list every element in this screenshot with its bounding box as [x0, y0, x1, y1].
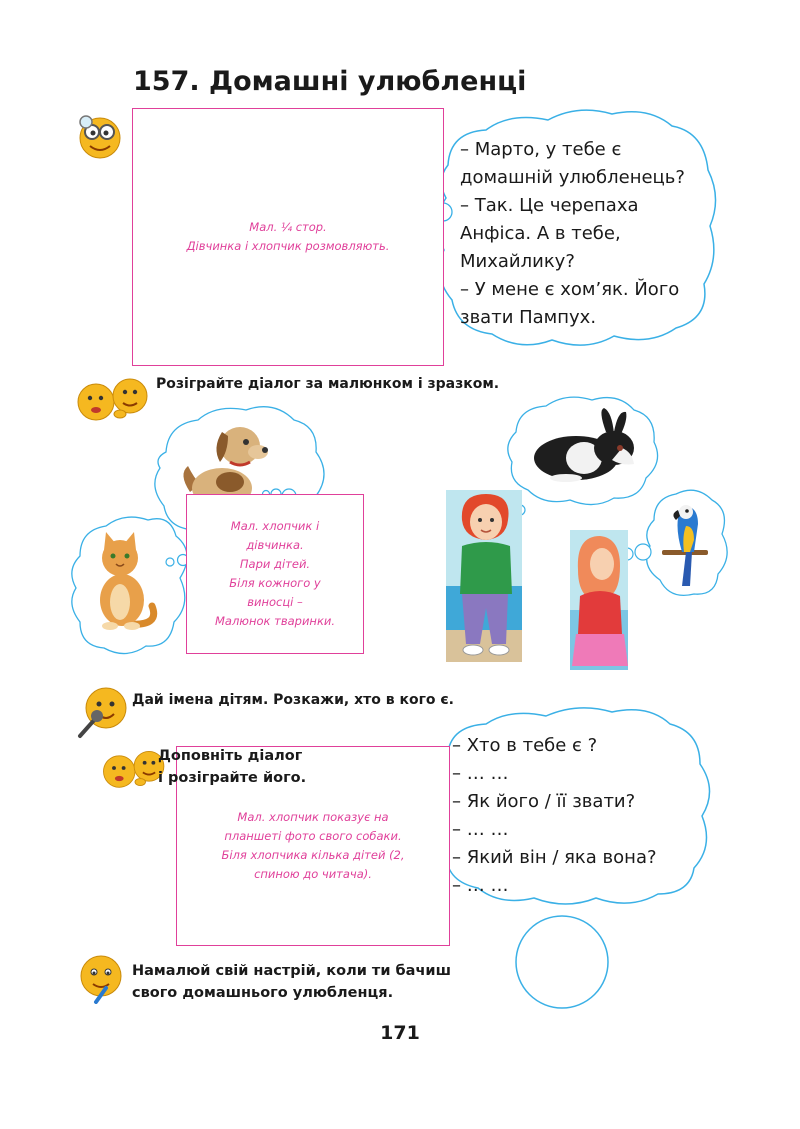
- task4-instruction: [132, 960, 451, 1004]
- illustration3-caption-line: планшеті фото свого собаки.: [224, 829, 402, 843]
- illustration1-placeholder: [132, 108, 444, 366]
- dialog1-text: [460, 136, 685, 332]
- illustration2-caption-line: Мал. хлопчик і: [230, 519, 320, 533]
- page-number: 171: [380, 1022, 420, 1044]
- task4-line: свого домашнього улюбленця.: [132, 985, 394, 1001]
- dialog1-line: – Так. Це черепаха: [460, 195, 639, 216]
- rabbit-icon: [526, 408, 646, 484]
- dialog1-line: Михайлику?: [460, 251, 575, 272]
- parrot-tail-3: [635, 544, 651, 560]
- dialog1-line: – У мене є хом’як. Його: [460, 279, 680, 300]
- task1-instruction: Розіграйте діалог за малюнком і зразком.: [156, 376, 500, 392]
- illustration2-caption-line: Біля кожного у: [229, 576, 321, 590]
- smiley-glasses-icon: [74, 110, 126, 160]
- illustration2-caption-line: виносці –: [247, 595, 303, 609]
- task4-line: Намалюй свій настрій, коли ти бачиш: [132, 963, 451, 979]
- child-girl-green-icon: [446, 490, 522, 662]
- dialog1-line: звати Пампух.: [460, 307, 597, 328]
- dialog1-line: – Марто, у тебе є: [460, 139, 622, 160]
- dialog2-line: – … …: [452, 763, 509, 784]
- dialog2-line: – Хто в тебе є ?: [452, 735, 598, 756]
- task3-instruction: [158, 745, 306, 789]
- dialog2-line: – … …: [452, 819, 509, 840]
- smiley-microphone-icon: [74, 684, 130, 740]
- illustration2-caption-line: дівчинка.: [246, 538, 304, 552]
- dialog2-text: [452, 732, 657, 900]
- parrot-icon: [660, 496, 712, 588]
- smileys-pair-icon: [74, 374, 154, 422]
- child-girl-red-icon: [570, 530, 628, 670]
- task3-line: і розіграйте його.: [158, 770, 307, 786]
- illustration3-caption-line: Біля хлопчика кілька дітей (2,: [221, 848, 405, 862]
- cat-tail-1: [166, 558, 174, 566]
- illustration2-caption-line: Малюнок тваринки.: [214, 614, 336, 628]
- smiley-pencil-icon: [76, 952, 126, 1004]
- dialog2-line: – Який він / яка вона?: [452, 847, 657, 868]
- illustration3-caption-line: Мал. хлопчик показує на: [237, 810, 389, 824]
- dialog2-line: – Як його / її звати?: [452, 791, 636, 812]
- illustration1-caption-line: Дівчинка і хлопчик розмовляють.: [186, 239, 390, 253]
- illustration2-placeholder: [186, 494, 364, 654]
- illustration3-caption-line: спиною до читача).: [254, 867, 372, 881]
- page-title: 157. Домашні улюбленці: [133, 66, 527, 97]
- task3-line: Доповніть діалог: [158, 748, 303, 764]
- task2-instruction: Дай імена дітям. Розкажи, хто в кого є.: [132, 692, 454, 708]
- dialog1-line: Анфіса. А в тебе,: [460, 223, 621, 244]
- mood-drawing-circle: [516, 916, 608, 1008]
- dialog2-line: – … …: [452, 875, 509, 896]
- illustration1-caption-line: Мал. ¼ стор.: [249, 220, 327, 234]
- illustration2-caption-line: Пари дітей.: [239, 557, 311, 571]
- dialog1-line: домашній улюбленець?: [460, 167, 685, 188]
- cat-icon: [90, 528, 162, 632]
